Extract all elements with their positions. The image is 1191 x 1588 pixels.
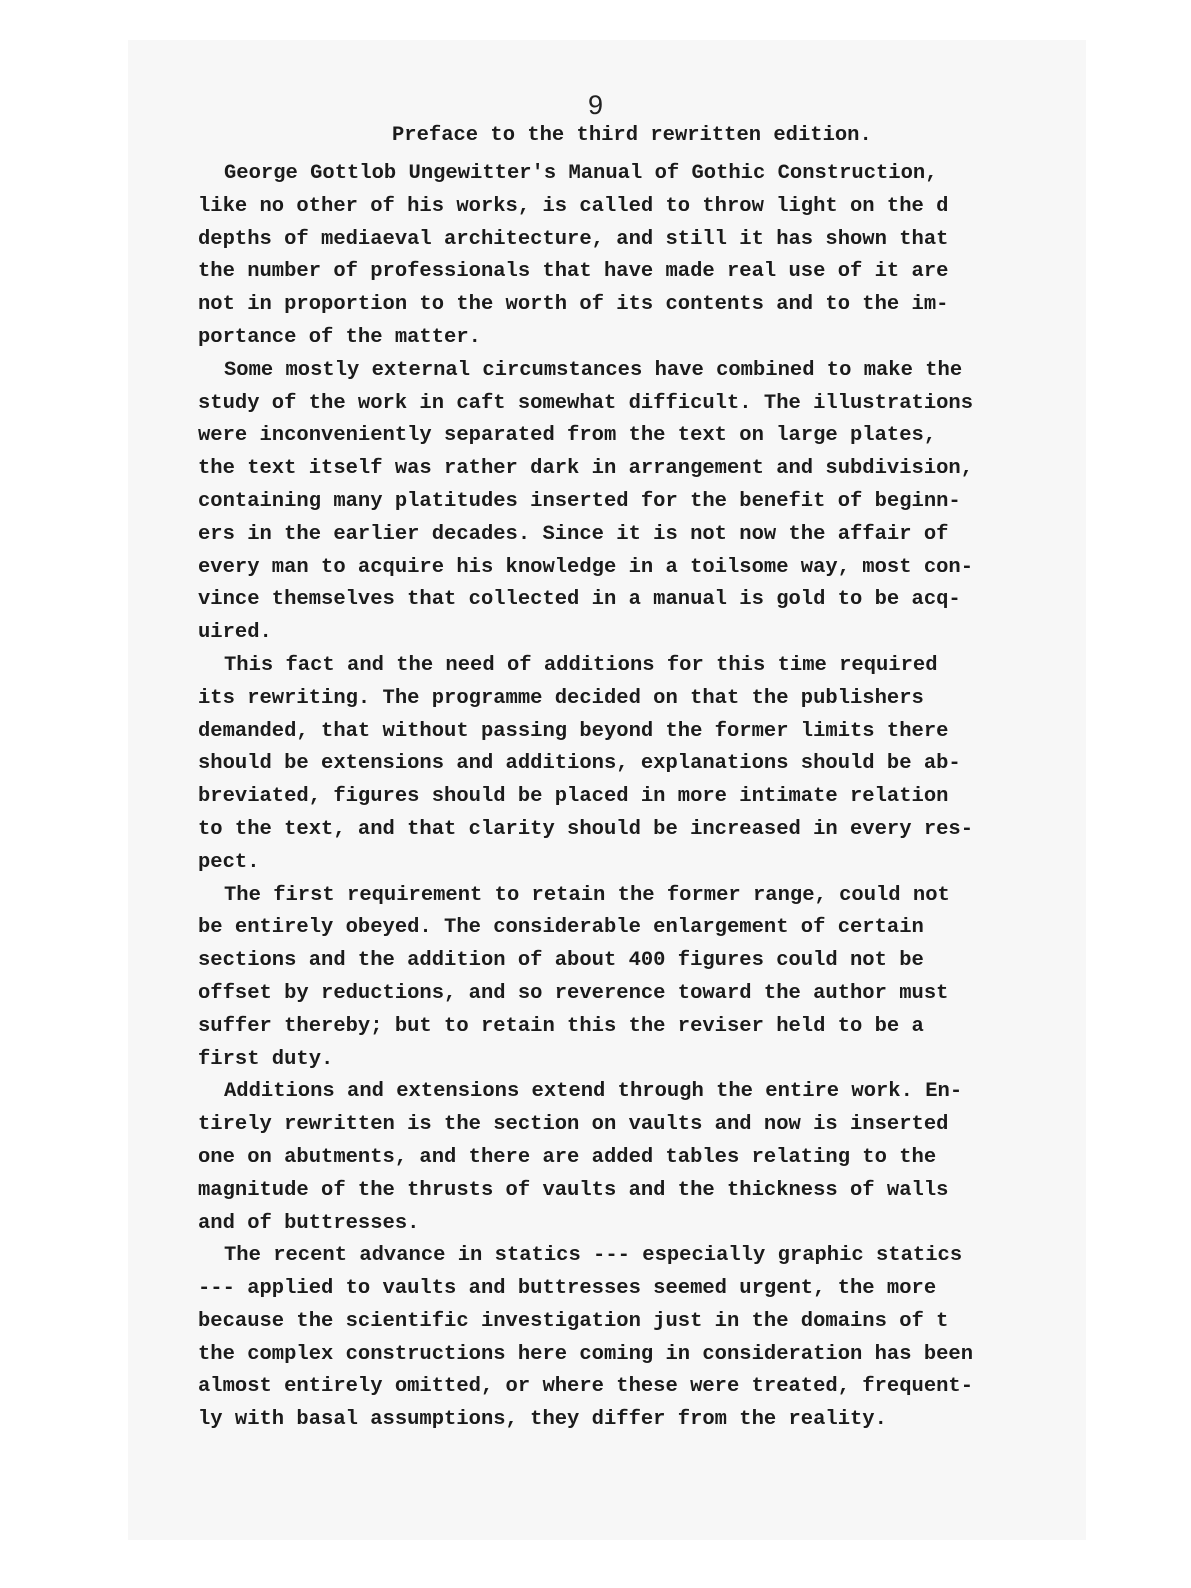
text-line: vince themselves that collected in a manual is gold to be acq- bbox=[198, 588, 961, 612]
text-line: --- applied to vaults and buttresses seemed urgent, the more bbox=[198, 1277, 937, 1301]
text-line: every man to acquire his knowledge in a toilsome way, most con- bbox=[198, 555, 974, 579]
text-line: offset by reductions, and so reverence toward the author must bbox=[198, 981, 949, 1005]
text-line: its rewriting. The programme decided on that the publishers bbox=[198, 686, 924, 710]
text-line: uired. bbox=[198, 621, 272, 645]
text-line: Some mostly external circumstances have combined to make the bbox=[224, 358, 963, 382]
text-line: the number of professionals that have made real use of it are bbox=[198, 260, 949, 284]
text-line: first duty. bbox=[198, 1047, 334, 1071]
text-line: This fact and the need of additions for this time required bbox=[224, 653, 938, 677]
text-line: suffer thereby; but to retain this the reviser held to be a bbox=[198, 1014, 924, 1038]
text-line: one on abutments, and there are added tables relating to the bbox=[198, 1145, 937, 1169]
text-line: not in proportion to the worth of its contents and to the im- bbox=[198, 293, 949, 317]
text-line: portance of the matter. bbox=[198, 325, 481, 349]
text-line: because the scientific investigation just in the domains of t bbox=[198, 1309, 949, 1333]
text-line: almost entirely omitted, or where these were treated, frequent- bbox=[198, 1375, 974, 1399]
text-line: pect. bbox=[198, 850, 260, 874]
text-line: The recent advance in statics --- especially graphic statics bbox=[224, 1244, 963, 1268]
text-line: ers in the earlier decades. Since it is not now the affair of bbox=[198, 522, 949, 546]
text-line: Additions and extensions extend through the entire work. En- bbox=[224, 1080, 963, 1104]
text-line: should be extensions and additions, explanations should be ab- bbox=[198, 752, 961, 776]
text-line: breviated, figures should be placed in more intimate relation bbox=[198, 785, 949, 809]
text-line: containing many platitudes inserted for the benefit of beginn- bbox=[198, 489, 961, 513]
text-line: the text itself was rather dark in arrangement and subdivision, bbox=[198, 457, 974, 481]
text-line: the complex constructions here coming in consideration has been bbox=[198, 1342, 974, 1366]
text-line: depths of mediaeval architecture, and still it has shown that bbox=[198, 227, 949, 251]
text-line: The first requirement to retain the former range, could not bbox=[224, 883, 950, 907]
text-line: study of the work in caft somewhat difficult. The illustrations bbox=[198, 391, 974, 415]
text-line: magnitude of the thrusts of vaults and the thickness of walls bbox=[198, 1178, 949, 1202]
text-line: like no other of his works, is called to throw light on the d bbox=[198, 194, 949, 218]
text-line: were inconveniently separated from the text on large plates, bbox=[198, 424, 937, 448]
preface-body bbox=[198, 158, 1058, 1437]
text-line: be entirely obeyed. The considerable enlargement of certain bbox=[198, 916, 924, 940]
page-number: 9 bbox=[587, 90, 604, 120]
text-line: George Gottlob Ungewitter's Manual of Gothic Construction, bbox=[224, 162, 938, 185]
text-line: ly with basal assumptions, they differ from the reality. bbox=[198, 1408, 887, 1432]
text-line: tirely rewritten is the section on vaults and now is inserted bbox=[198, 1113, 949, 1137]
preface-heading: Preface to the third rewritten edition. bbox=[392, 124, 872, 147]
text-line: to the text, and that clarity should be increased in every res- bbox=[198, 817, 974, 841]
text-line: and of buttresses. bbox=[198, 1211, 420, 1235]
text-line: demanded, that without passing beyond the former limits there bbox=[198, 719, 949, 743]
text-line: sections and the addition of about 400 figures could not be bbox=[198, 949, 924, 973]
